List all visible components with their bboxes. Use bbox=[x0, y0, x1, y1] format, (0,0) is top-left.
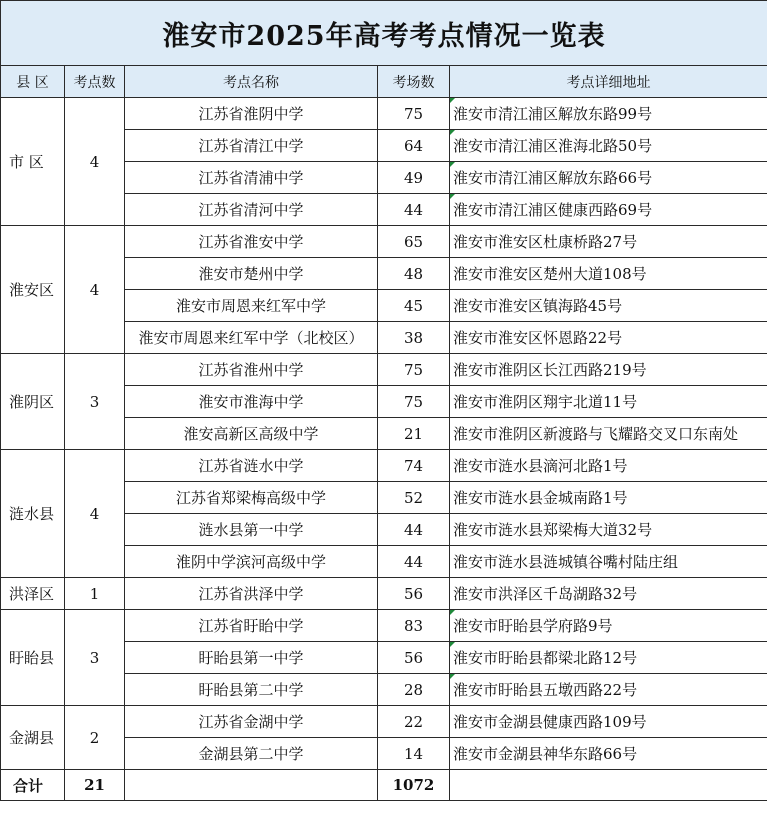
county-cell: 金湖县 bbox=[1, 706, 65, 770]
table-row bbox=[1, 226, 767, 258]
room-count-cell: 14 bbox=[378, 738, 450, 770]
site-name-cell: 淮安高新区高级中学 bbox=[125, 418, 378, 450]
site-name-cell: 淮安市楚州中学 bbox=[125, 258, 378, 290]
site-count-cell: 4 bbox=[65, 450, 125, 578]
header-county: 县 区 bbox=[1, 66, 65, 98]
address-cell bbox=[450, 642, 767, 674]
header-address: 考点详细地址 bbox=[450, 66, 767, 98]
address-cell bbox=[450, 610, 767, 642]
address-text: 淮安市盱眙县五墩西路22号 bbox=[453, 681, 638, 699]
total-address-cell bbox=[450, 770, 767, 801]
site-name-cell: 金湖县第二中学 bbox=[125, 738, 378, 770]
county-cell: 涟水县 bbox=[1, 450, 65, 578]
site-name-cell: 淮安市淮海中学 bbox=[125, 386, 378, 418]
address-cell: 淮安市淮安区楚州大道108号 bbox=[450, 258, 767, 290]
address-cell bbox=[450, 98, 767, 130]
address-text: 淮安市清江浦区淮海北路50号 bbox=[453, 137, 653, 155]
room-count-cell: 49 bbox=[378, 162, 450, 194]
room-count-cell: 56 bbox=[378, 578, 450, 610]
address-cell bbox=[450, 674, 767, 706]
room-count-cell: 22 bbox=[378, 706, 450, 738]
site-count-cell: 3 bbox=[65, 354, 125, 450]
county-cell: 市 区 bbox=[1, 98, 65, 226]
site-count-cell: 1 bbox=[65, 578, 125, 610]
room-count-cell: 21 bbox=[378, 418, 450, 450]
header-room-count: 考场数 bbox=[378, 66, 450, 98]
room-count-cell: 74 bbox=[378, 450, 450, 482]
header-site-count: 考点数 bbox=[65, 66, 125, 98]
table-title: 淮安市2025年高考考点情况一览表 bbox=[1, 1, 767, 66]
address-text: 淮安市清江浦区解放东路99号 bbox=[453, 105, 653, 123]
comment-marker-icon bbox=[450, 98, 455, 103]
total-label: 合计 bbox=[1, 770, 65, 801]
address-cell: 淮安市涟水县滴河北路1号 bbox=[450, 450, 767, 482]
address-cell: 淮安市金湖县健康西路109号 bbox=[450, 706, 767, 738]
table-row bbox=[1, 354, 767, 386]
address-cell: 淮安市淮安区杜康桥路27号 bbox=[450, 226, 767, 258]
room-count-cell: 38 bbox=[378, 322, 450, 354]
comment-marker-icon bbox=[450, 162, 455, 167]
room-count-cell: 75 bbox=[378, 98, 450, 130]
room-count-cell: 75 bbox=[378, 354, 450, 386]
room-count-cell: 52 bbox=[378, 482, 450, 514]
address-cell: 淮安市涟水县郑梁梅大道32号 bbox=[450, 514, 767, 546]
site-count-cell: 2 bbox=[65, 706, 125, 770]
room-count-cell: 56 bbox=[378, 642, 450, 674]
address-cell: 淮安市淮阴区新渡路与飞耀路交叉口东南处 bbox=[450, 418, 767, 450]
table-row bbox=[1, 98, 767, 130]
total-row bbox=[1, 770, 767, 801]
total-empty-cell bbox=[125, 770, 378, 801]
site-name-cell: 江苏省淮州中学 bbox=[125, 354, 378, 386]
site-name-cell: 淮阴中学滨河高级中学 bbox=[125, 546, 378, 578]
address-text: 淮安市盱眙县都梁北路12号 bbox=[453, 649, 638, 667]
table-row bbox=[1, 706, 767, 738]
comment-marker-icon bbox=[450, 674, 455, 679]
county-cell: 洪泽区 bbox=[1, 578, 65, 610]
site-name-cell: 江苏省淮安中学 bbox=[125, 226, 378, 258]
comment-marker-icon bbox=[450, 642, 455, 647]
site-name-cell: 涟水县第一中学 bbox=[125, 514, 378, 546]
room-count-cell: 65 bbox=[378, 226, 450, 258]
address-cell: 淮安市涟水县金城南路1号 bbox=[450, 482, 767, 514]
comment-marker-icon bbox=[450, 130, 455, 135]
table-row bbox=[1, 578, 767, 610]
room-count-cell: 64 bbox=[378, 130, 450, 162]
site-name-cell: 江苏省涟水中学 bbox=[125, 450, 378, 482]
address-cell: 淮安市淮安区怀恩路22号 bbox=[450, 322, 767, 354]
table-row bbox=[1, 450, 767, 482]
address-text: 淮安市清江浦区解放东路66号 bbox=[453, 169, 653, 187]
total-site-count: 21 bbox=[65, 770, 125, 801]
site-name-cell: 江苏省盱眙中学 bbox=[125, 610, 378, 642]
room-count-cell: 83 bbox=[378, 610, 450, 642]
site-name-cell: 江苏省清河中学 bbox=[125, 194, 378, 226]
site-count-cell: 4 bbox=[65, 98, 125, 226]
room-count-cell: 45 bbox=[378, 290, 450, 322]
room-count-cell: 44 bbox=[378, 514, 450, 546]
site-name-cell: 江苏省清浦中学 bbox=[125, 162, 378, 194]
address-cell: 淮安市金湖县神华东路66号 bbox=[450, 738, 767, 770]
site-name-cell: 淮安市周恩来红军中学 bbox=[125, 290, 378, 322]
header-site-name: 考点名称 bbox=[125, 66, 378, 98]
address-cell: 淮安市淮阴区翔宇北道11号 bbox=[450, 386, 767, 418]
site-name-cell: 江苏省郑梁梅高级中学 bbox=[125, 482, 378, 514]
address-cell bbox=[450, 162, 767, 194]
county-cell: 淮安区 bbox=[1, 226, 65, 354]
address-cell: 淮安市洪泽区千岛湖路32号 bbox=[450, 578, 767, 610]
county-cell: 盱眙县 bbox=[1, 610, 65, 706]
county-cell: 淮阴区 bbox=[1, 354, 65, 450]
address-cell: 淮安市淮阴区长江西路219号 bbox=[450, 354, 767, 386]
site-name-cell: 江苏省淮阴中学 bbox=[125, 98, 378, 130]
address-text: 淮安市盱眙县学府路9号 bbox=[453, 617, 613, 635]
comment-marker-icon bbox=[450, 194, 455, 199]
room-count-cell: 48 bbox=[378, 258, 450, 290]
site-name-cell: 江苏省金湖中学 bbox=[125, 706, 378, 738]
site-name-cell: 淮安市周恩来红军中学（北校区） bbox=[125, 322, 378, 354]
room-count-cell: 44 bbox=[378, 194, 450, 226]
room-count-cell: 28 bbox=[378, 674, 450, 706]
site-count-cell: 3 bbox=[65, 610, 125, 706]
address-text: 淮安市清江浦区健康西路69号 bbox=[453, 201, 653, 219]
header-row bbox=[1, 66, 767, 98]
comment-marker-icon bbox=[450, 610, 455, 615]
room-count-cell: 75 bbox=[378, 386, 450, 418]
address-cell bbox=[450, 130, 767, 162]
site-name-cell: 江苏省洪泽中学 bbox=[125, 578, 378, 610]
site-name-cell: 盱眙县第一中学 bbox=[125, 642, 378, 674]
site-name-cell: 江苏省清江中学 bbox=[125, 130, 378, 162]
address-cell: 淮安市涟水县涟城镇谷嘴村陆庄组 bbox=[450, 546, 767, 578]
site-count-cell: 4 bbox=[65, 226, 125, 354]
address-cell: 淮安市淮安区镇海路45号 bbox=[450, 290, 767, 322]
address-cell bbox=[450, 194, 767, 226]
room-count-cell: 44 bbox=[378, 546, 450, 578]
table-row bbox=[1, 610, 767, 642]
site-name-cell: 盱眙县第二中学 bbox=[125, 674, 378, 706]
total-room-count: 1072 bbox=[378, 770, 450, 801]
